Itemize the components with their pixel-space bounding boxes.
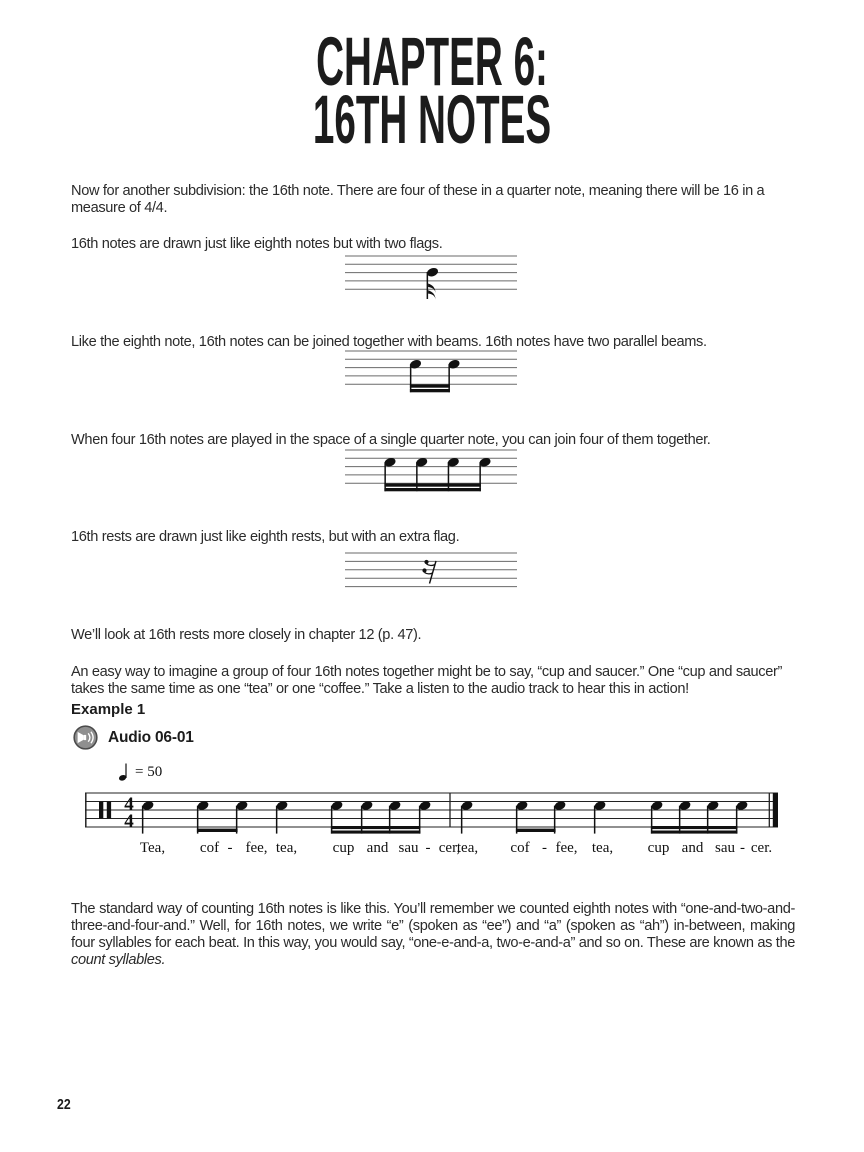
lyric-hyphen: - [740, 840, 745, 856]
lyric-hyphen: - [425, 840, 431, 856]
staff-four-16ths [345, 448, 517, 500]
lyric-syllable: tea, [591, 840, 614, 856]
paragraph-intro: Now for another subdivision: the 16th note. There are four of these in a quarter note, meaning there will be 16 in a measure of 4/4. [71, 182, 765, 216]
paragraph-beams: Like the eighth note, 16th notes can be joined together with beams. 16th notes have two parallel beams. [71, 333, 707, 350]
sixteenth-note [426, 266, 439, 299]
lyric-syllable: fee, [245, 840, 268, 856]
lyric-syllable: tea, [456, 840, 479, 856]
staff-two-16ths [345, 349, 517, 401]
lyric-syllable: cer, [438, 840, 461, 856]
paragraph-16th-rests: 16th rests are drawn just like eighth rests, but with an extra flag. [71, 528, 460, 545]
staff-single-16th [345, 254, 517, 306]
beamed-16th-group [383, 456, 491, 491]
chapter-title [0, 23, 864, 158]
speaker-icon [73, 725, 98, 750]
paragraph-cup-and-saucer: An easy way to imagine a group of four 16th notes together might be to say, “cup and saucer.” One “cup and saucer” takes the same time as one “tea” or one “coffee.” Take a listen to the audio track to hear this in action! [71, 663, 783, 697]
audio-track-label: Audio 06-01 [108, 728, 194, 746]
staff-lines [85, 793, 778, 827]
lyric-syllable: Tea, [139, 840, 166, 856]
lyric-syllable: sau [715, 840, 735, 856]
measure-2-notes [460, 800, 748, 834]
staff-lines [345, 351, 517, 384]
tempo-value: = 50 [135, 764, 163, 780]
lyrics-line [140, 840, 772, 856]
staff-lines [345, 450, 517, 483]
page-number: 22 [57, 1096, 71, 1113]
lyric-syllable: cof [199, 840, 220, 856]
lyric-syllable: cer. [750, 840, 773, 856]
paragraph-two-flags: 16th notes are drawn just like eighth notes but with two flags. [71, 235, 443, 252]
figure-two-beamed-16ths [345, 349, 517, 401]
chapter-title-line-2: 16TH NOTES [312, 81, 552, 158]
audio-track-row [73, 725, 194, 750]
time-sig-bottom: 4 [124, 811, 134, 832]
measure-1-notes [141, 800, 431, 834]
paragraph-count-syllables [71, 901, 795, 970]
chapter-title-line-1: CHAPTER 6: [316, 23, 548, 100]
lyric-syllable: cup [332, 840, 355, 856]
count-syllables-italic: count syllables. [71, 952, 166, 969]
paragraph-chapter-ref: We’ll look at 16th rests more closely in chapter 12 (p. 47). [71, 626, 422, 643]
paragraph-four-together: When four 16th notes are played in the space of a single quarter note, you can join four of them together. [71, 431, 711, 448]
figure-single-16th-note [345, 254, 517, 306]
staff-lines [345, 553, 517, 587]
lyric-hyphen: - [227, 840, 233, 856]
beamed-16th-pair [409, 358, 461, 392]
lyric-syllable: tea, [275, 840, 298, 856]
quarter-note-icon [118, 758, 130, 782]
figure-four-beamed-16ths [345, 448, 517, 500]
time-sig-top: 4 [124, 793, 134, 815]
lyric-syllable: cof [510, 840, 530, 856]
music-staff [85, 783, 782, 861]
lyric-syllable: and [681, 840, 704, 856]
music-example-1 [85, 783, 782, 861]
example-heading: Example 1 [71, 701, 146, 718]
lyric-syllable: and [366, 840, 389, 856]
lyric-hyphen: - [542, 840, 547, 856]
paragraph-count-syllables-text: The standard way of counting 16th notes is like this. You’ll remember we counted eighth notes with “one-and-two-and-three-and-four-and.” Well, for 16th notes, we write “e” (spoken as “ee”) and “a” (spoken as “ah”) in-between, making four syllables for each beat. In this way, you would say, “one-e-and-a, two-e-and-a” and so on. These are known as the [71, 900, 795, 951]
time-signature [124, 794, 134, 832]
lyric-syllable: fee, [555, 840, 578, 856]
sixteenth-rest [422, 560, 436, 584]
staff-16th-rest [345, 551, 517, 599]
tempo-marking [118, 758, 162, 782]
figure-16th-rest [345, 551, 517, 599]
lyric-syllable: cup [647, 840, 670, 856]
lyric-syllable: sau [398, 840, 419, 856]
